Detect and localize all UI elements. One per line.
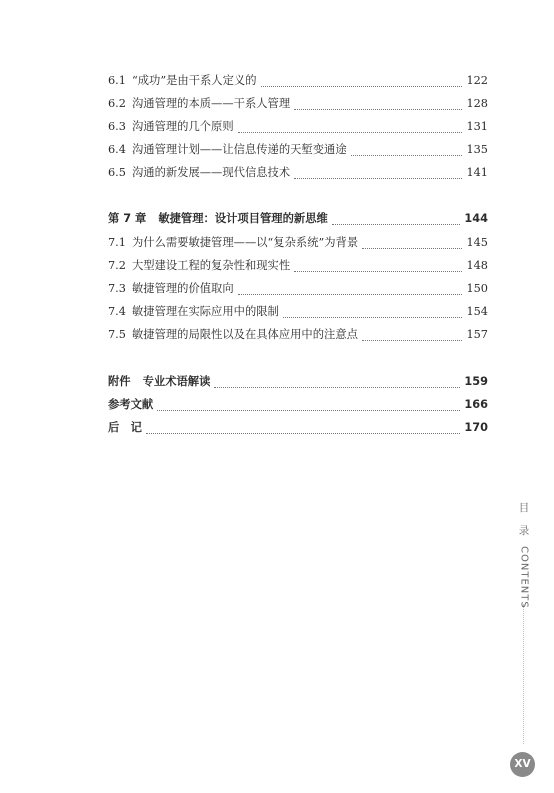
page-number: 170 bbox=[464, 421, 488, 434]
leader-dots bbox=[238, 122, 463, 133]
page-number: 122 bbox=[466, 74, 488, 87]
toc-references[interactable] bbox=[108, 396, 488, 414]
page-number: 159 bbox=[464, 375, 488, 388]
page-number: 128 bbox=[466, 97, 488, 110]
section-title: 为什么需要敏捷管理——以“复杂系统”为背景 bbox=[131, 236, 359, 249]
page-number: 166 bbox=[464, 398, 488, 411]
leader-dots bbox=[294, 168, 462, 179]
section-title: 敏捷管理在实际应用中的限制 bbox=[131, 305, 279, 318]
toc-afterword[interactable] bbox=[108, 419, 488, 437]
section-number: 7.4 bbox=[108, 305, 126, 318]
section-number: 7.5 bbox=[108, 328, 126, 341]
leader-dots bbox=[238, 284, 463, 295]
section-number: 6.5 bbox=[108, 166, 126, 179]
section-title: 敏捷管理的局限性以及在具体应用中的注意点 bbox=[131, 328, 358, 341]
toc-entry-7-4[interactable] bbox=[108, 303, 488, 321]
page-folio-badge: XV bbox=[510, 752, 535, 777]
page-number: 141 bbox=[466, 166, 488, 179]
section-title: 大型建设工程的复杂性和现实性 bbox=[131, 259, 291, 272]
side-dotted-rule bbox=[523, 604, 524, 744]
toc-entry-7-2[interactable] bbox=[108, 257, 488, 275]
section-number: 6.3 bbox=[108, 120, 126, 133]
toc-entry-7-1[interactable] bbox=[108, 234, 488, 252]
leader-dots bbox=[157, 400, 460, 411]
page-number: 154 bbox=[466, 305, 488, 318]
references-title: 参考文献 bbox=[108, 398, 154, 411]
leader-dots bbox=[351, 145, 463, 156]
leader-dots bbox=[362, 238, 462, 249]
section-title: 沟通的新发展——现代信息技术 bbox=[131, 166, 291, 179]
section-title: “成功”是由干系人定义的 bbox=[131, 74, 257, 87]
section-number: 7.1 bbox=[108, 236, 126, 249]
running-section-label bbox=[514, 500, 534, 609]
toc-entry-7-3[interactable] bbox=[108, 280, 488, 298]
leader-dots bbox=[362, 330, 463, 341]
page-number: 131 bbox=[466, 120, 488, 133]
leader-dots bbox=[294, 261, 462, 272]
section-number: 7.3 bbox=[108, 282, 126, 295]
chapter-number: 第 7 章 bbox=[108, 212, 147, 225]
leader-dots bbox=[294, 99, 462, 110]
chapter-title: 敏捷管理：设计项目管理的新思维 bbox=[158, 212, 328, 225]
appendix-title: 专业术语解读 bbox=[142, 375, 211, 388]
section-title: 沟通管理的几个原则 bbox=[131, 120, 234, 133]
side-contents-label: CONTENTS bbox=[518, 546, 530, 609]
page-number: 145 bbox=[466, 236, 488, 249]
page-number: 150 bbox=[466, 282, 488, 295]
leader-dots bbox=[261, 76, 463, 87]
section-title: 沟通管理计划——让信息传递的天堑变通途 bbox=[131, 143, 347, 156]
section-title: 敏捷管理的价值取向 bbox=[131, 282, 234, 295]
section-number: 6.1 bbox=[108, 74, 126, 87]
afterword-title: 后 记 bbox=[108, 421, 142, 434]
leader-dots bbox=[332, 214, 461, 225]
toc-entry-6-2[interactable] bbox=[108, 95, 488, 113]
section-number: 6.2 bbox=[108, 97, 126, 110]
section-title: 沟通管理的本质——干系人管理 bbox=[131, 97, 291, 110]
toc-entry-6-4[interactable] bbox=[108, 141, 488, 159]
leader-dots bbox=[146, 423, 461, 434]
page-number: 135 bbox=[466, 143, 488, 156]
page-number: 144 bbox=[464, 212, 488, 225]
toc-chapter-7[interactable] bbox=[108, 210, 488, 228]
side-char-1: 目 bbox=[518, 502, 530, 514]
toc-appendix[interactable] bbox=[108, 373, 488, 391]
appendix-label: 附件 bbox=[108, 375, 131, 388]
side-char-2: 录 bbox=[518, 525, 530, 537]
page-number: 148 bbox=[466, 259, 488, 272]
page-number: 157 bbox=[466, 328, 488, 341]
toc-entry-6-5[interactable] bbox=[108, 164, 488, 182]
section-number: 7.2 bbox=[108, 259, 126, 272]
toc-entry-6-1[interactable] bbox=[108, 72, 488, 90]
section-number: 6.4 bbox=[108, 143, 126, 156]
toc-entry-6-3[interactable] bbox=[108, 118, 488, 136]
leader-dots bbox=[283, 307, 463, 318]
toc-entry-7-5[interactable] bbox=[108, 326, 488, 344]
leader-dots bbox=[214, 377, 460, 388]
